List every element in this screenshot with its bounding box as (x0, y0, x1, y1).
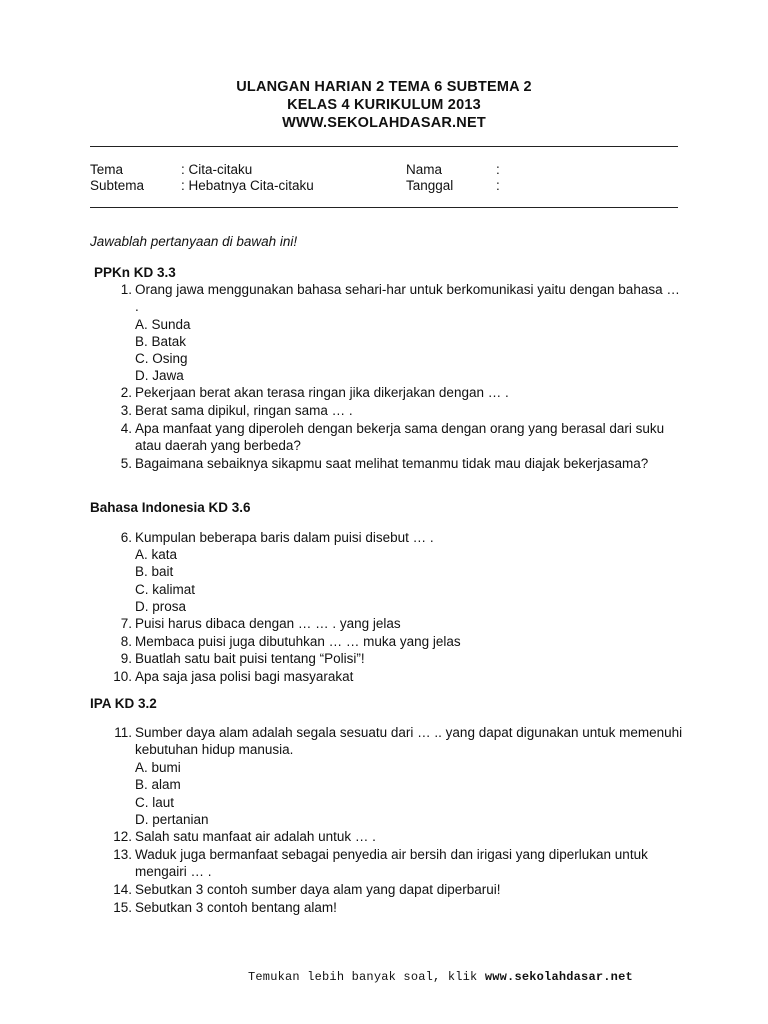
question-number: 1. (120, 282, 132, 297)
question-text: Orang jawa menggunakan bahasa sehari-har untuk berkomunikasi yaitu dengan bahasa … . (135, 282, 680, 314)
section-title-bahasa-indonesia: Bahasa Indonesia KD 3.6 (90, 500, 251, 515)
title-line-3: WWW.SEKOLAHDASAR.NET (282, 115, 486, 131)
instruction-text: Jawablah pertanyaan di bawah ini! (90, 234, 298, 249)
divider-bottom (90, 207, 678, 208)
question-text: Kumpulan beberapa baris dalam puisi disebut … . (135, 530, 434, 545)
question-number: 12. (113, 829, 132, 844)
question-number: 15. (113, 900, 132, 915)
question-number: 8. (120, 634, 132, 649)
question-text: Sebutkan 3 contoh bentang alam! (135, 900, 337, 915)
question-number: 10. (113, 669, 132, 684)
option-1d: D. Jawa (135, 368, 184, 383)
question-text: Sumber daya alam adalah segala sesuatu dari … .. yang dapat digunakan untuk memenuhi kebutuhan hidup manusia. (135, 725, 683, 757)
question-text: Buatlah satu bait puisi tentang “Polisi”! (135, 651, 365, 666)
option-6c: C. kalimat (135, 582, 196, 597)
option-1a: A. Sunda (135, 317, 191, 332)
question-number: 7. (120, 616, 132, 631)
option-6b: B. bait (135, 564, 174, 579)
tema-label: Tema (90, 162, 124, 177)
subtema-value: : Hebatnya Cita-citaku (181, 178, 314, 193)
question-text: Apa saja jasa polisi bagi masyarakat (135, 669, 354, 684)
subtema-label: Subtema (90, 178, 145, 193)
question-number: 4. (120, 421, 132, 436)
title-line-2: KELAS 4 KURIKULUM 2013 (287, 97, 481, 113)
section-title-ipa: IPA KD 3.2 (90, 696, 157, 711)
tema-value: : Cita-citaku (181, 162, 253, 177)
footer-note (248, 970, 633, 984)
question-number: 6. (120, 530, 132, 545)
question-text: Apa manfaat yang diperoleh dengan bekerja sama dengan orang yang berasal dari suku atau daerah yang berbeda? (135, 421, 665, 453)
section-title-ppkn: PPKn KD 3.3 (94, 265, 176, 280)
nama-colon: : (496, 162, 500, 177)
question-text: Pekerjaan berat akan terasa ringan jika dikerjakan dengan … . (135, 385, 509, 400)
question-text: Membaca puisi juga dibutuhkan … … muka yang jelas (135, 634, 461, 649)
question-text: Bagaimana sebaiknya sikapmu saat melihat temanmu tidak mau diajak bekerjasama? (135, 456, 649, 471)
option-11a: A. bumi (135, 760, 181, 775)
question-number: 14. (113, 882, 132, 897)
option-1b: B. Batak (135, 334, 187, 349)
question-text: Salah satu manfaat air adalah untuk … . (135, 829, 376, 844)
question-number: 3. (120, 403, 132, 418)
question-number: 9. (120, 651, 132, 666)
question-text: Berat sama dipikul, ringan sama … . (135, 403, 353, 418)
question-text: Sebutkan 3 contoh sumber daya alam yang dapat diperbarui! (135, 882, 501, 897)
footer-text: Temukan lebih banyak soal, klik (248, 970, 485, 984)
option-1c: C. Osing (135, 351, 188, 366)
question-text: Waduk juga bermanfaat sebagai penyedia air bersih dan irigasi yang diperlukan untuk mengairi … . (135, 847, 648, 879)
question-number: 5. (120, 456, 132, 471)
option-6d: D. prosa (135, 599, 187, 614)
question-number: 2. (120, 385, 132, 400)
option-11b: B. alam (135, 777, 181, 792)
question-number: 13. (113, 847, 132, 862)
worksheet-title (90, 78, 678, 132)
question-text: Puisi harus dibaca dengan … … . yang jelas (135, 616, 401, 631)
divider-top (90, 146, 678, 147)
option-11d: D. pertanian (135, 812, 209, 827)
option-6a: A. kata (135, 547, 178, 562)
title-line-1: ULANGAN HARIAN 2 TEMA 6 SUBTEMA 2 (236, 79, 532, 95)
tanggal-label: Tanggal (406, 178, 454, 193)
question-number: 11. (114, 725, 132, 740)
option-11c: C. laut (135, 795, 175, 810)
tanggal-colon: : (496, 178, 500, 193)
footer-link[interactable]: www.sekolahdasar.net (484, 970, 633, 984)
nama-label: Nama (406, 162, 443, 177)
